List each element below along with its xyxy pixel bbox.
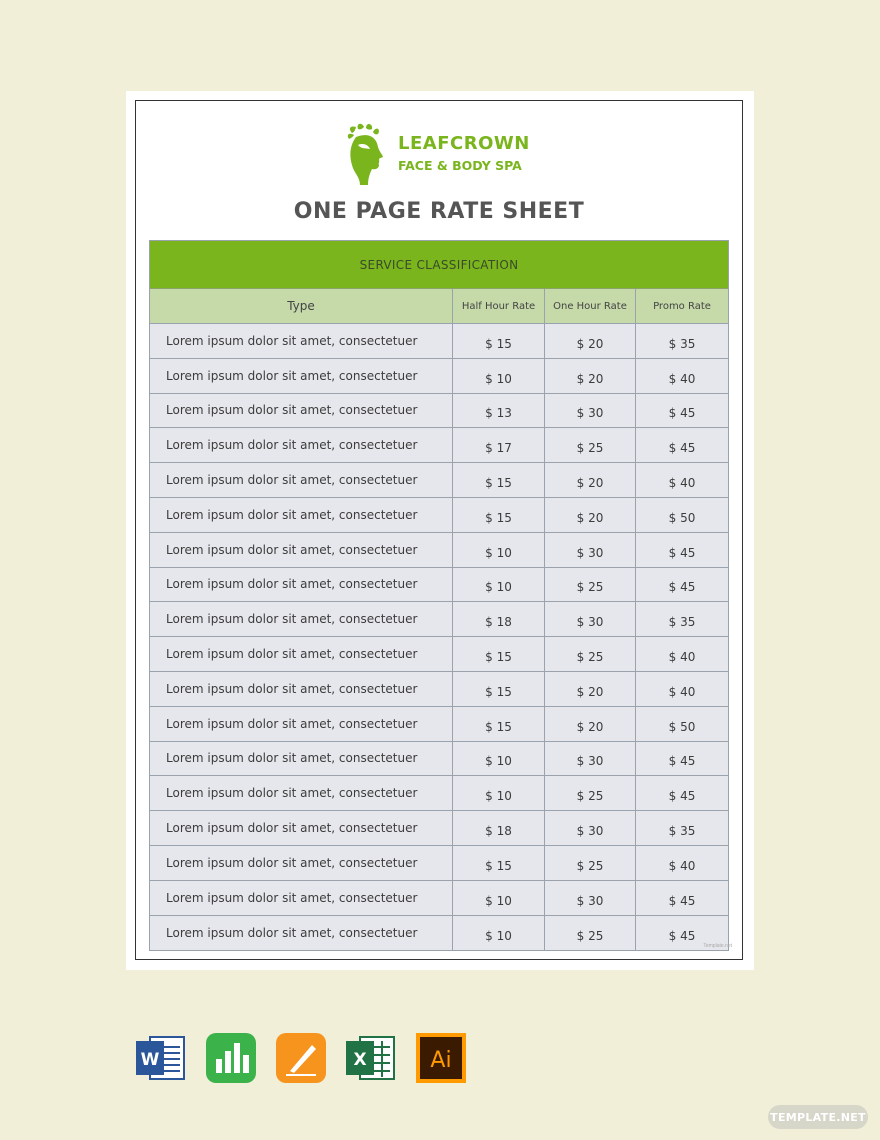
pages-icon[interactable]: [276, 1033, 326, 1083]
one-hour-rate-cell: $ 30: [545, 602, 636, 636]
section-classification-header: SERVICE CLASSIFICATION: [150, 241, 728, 289]
half-hour-rate-cell: $ 15: [453, 672, 545, 706]
illustrator-icon[interactable]: [416, 1033, 466, 1083]
service-type-cell: Lorem ipsum dolor sit amet, consectetuer: [150, 672, 453, 706]
rate-sheet-document: [126, 91, 754, 970]
promo-rate-cell: $ 35: [668, 824, 696, 839]
face-leaf-icon: [346, 123, 390, 189]
one-hour-rate-cell: $ 20: [545, 359, 636, 393]
promo-rate-cell: $ 40: [668, 371, 696, 386]
service-type-cell: Lorem ipsum dolor sit amet, consectetuer: [150, 568, 453, 602]
page-title: ONE PAGE RATE SHEET: [293, 199, 585, 224]
table-row: [150, 637, 728, 672]
service-type-cell: Lorem ipsum dolor sit amet, consectetuer: [150, 916, 453, 951]
one-hour-rate-cell: $ 30: [545, 394, 636, 428]
one-hour-rate-cell: $ 25: [545, 428, 636, 462]
excel-icon-letter: X: [353, 1050, 367, 1070]
promo-rate-cell: $ 40: [668, 858, 696, 873]
table-header-row: [150, 289, 728, 324]
service-type-cell: Lorem ipsum dolor sit amet, consectetuer: [150, 359, 453, 393]
half-hour-rate-cell: $ 15: [453, 637, 545, 671]
half-hour-rate-cell: $ 10: [453, 533, 545, 567]
promo-rate-cell: $ 45: [668, 928, 696, 943]
half-hour-rate-cell: $ 10: [453, 359, 545, 393]
brand-logo: [346, 123, 546, 189]
service-type-cell: Lorem ipsum dolor sit amet, consectetuer: [150, 324, 453, 358]
half-hour-rate-cell: $ 10: [453, 776, 545, 810]
column-header-half-hour-rate: Half Hour Rate: [453, 289, 545, 323]
brand-name: LEAFCROWN: [398, 133, 530, 154]
one-hour-rate-cell: $ 25: [545, 916, 636, 951]
document-border: [135, 100, 743, 960]
table-row: [150, 498, 728, 533]
service-type-cell: Lorem ipsum dolor sit amet, consectetuer: [150, 394, 453, 428]
table-row: [150, 811, 728, 846]
half-hour-rate-cell: $ 15: [453, 463, 545, 497]
promo-rate-cell: $ 45: [668, 580, 696, 595]
promo-rate-cell: $ 40: [668, 650, 696, 665]
service-type-cell: Lorem ipsum dolor sit amet, consectetuer: [150, 498, 453, 532]
table-row: [150, 533, 728, 568]
one-hour-rate-cell: $ 20: [545, 672, 636, 706]
one-hour-rate-cell: $ 25: [545, 637, 636, 671]
table-row: [150, 602, 728, 637]
half-hour-rate-cell: $ 15: [453, 498, 545, 532]
service-type-cell: Lorem ipsum dolor sit amet, consectetuer: [150, 602, 453, 636]
one-hour-rate-cell: $ 20: [545, 498, 636, 532]
half-hour-rate-cell: $ 15: [453, 846, 545, 880]
table-row: [150, 707, 728, 742]
word-icon-letter: W: [140, 1050, 160, 1070]
half-hour-rate-cell: $ 17: [453, 428, 545, 462]
service-type-cell: Lorem ipsum dolor sit amet, consectetuer: [150, 463, 453, 497]
one-hour-rate-cell: $ 25: [545, 568, 636, 602]
service-type-cell: Lorem ipsum dolor sit amet, consectetuer: [150, 707, 453, 741]
half-hour-rate-cell: $ 10: [453, 916, 545, 951]
table-row: [150, 881, 728, 916]
promo-rate-cell: $ 45: [668, 893, 696, 908]
table-row: [150, 568, 728, 603]
table-row: [150, 776, 728, 811]
table-row: [150, 394, 728, 429]
one-hour-rate-cell: $ 30: [545, 533, 636, 567]
service-type-cell: Lorem ipsum dolor sit amet, consectetuer: [150, 533, 453, 567]
promo-rate-cell: $ 50: [668, 510, 696, 525]
one-hour-rate-cell: $ 30: [545, 811, 636, 845]
illustrator-icon-letter: Ai: [430, 1048, 452, 1073]
one-hour-rate-cell: $ 25: [545, 846, 636, 880]
promo-rate-cell: $ 45: [668, 545, 696, 560]
column-header-promo-rate: Promo Rate: [653, 300, 711, 312]
table-row: [150, 916, 728, 951]
one-hour-rate-cell: $ 30: [545, 742, 636, 776]
one-hour-rate-cell: $ 30: [545, 881, 636, 915]
service-type-cell: Lorem ipsum dolor sit amet, consectetuer: [150, 811, 453, 845]
service-type-cell: Lorem ipsum dolor sit amet, consectetuer: [150, 846, 453, 880]
promo-rate-cell: $ 45: [668, 406, 696, 421]
word-icon[interactable]: [136, 1033, 186, 1083]
promo-rate-cell: $ 45: [668, 754, 696, 769]
promo-rate-cell: $ 45: [668, 441, 696, 456]
half-hour-rate-cell: $ 15: [453, 324, 545, 358]
column-header-type: Type: [150, 289, 453, 323]
one-hour-rate-cell: $ 25: [545, 776, 636, 810]
promo-rate-cell: $ 50: [668, 719, 696, 734]
promo-rate-cell: $ 40: [668, 476, 696, 491]
promo-rate-cell: $ 45: [668, 789, 696, 804]
numbers-icon[interactable]: [206, 1033, 256, 1083]
site-badge[interactable]: TEMPLATE.NET: [768, 1105, 868, 1129]
one-hour-rate-cell: $ 20: [545, 707, 636, 741]
one-hour-rate-cell: $ 20: [545, 324, 636, 358]
column-header-one-hour-rate: One Hour Rate: [545, 289, 636, 323]
service-type-cell: Lorem ipsum dolor sit amet, consectetuer: [150, 428, 453, 462]
brand-subtitle: FACE & BODY SPA: [398, 158, 522, 173]
small-watermark: Template.net: [703, 943, 732, 949]
one-hour-rate-cell: $ 20: [545, 463, 636, 497]
table-row: [150, 359, 728, 394]
promo-rate-cell: $ 35: [668, 336, 696, 351]
rate-table: [149, 240, 729, 951]
table-row: [150, 672, 728, 707]
service-type-cell: Lorem ipsum dolor sit amet, consectetuer: [150, 637, 453, 671]
half-hour-rate-cell: $ 15: [453, 707, 545, 741]
service-type-cell: Lorem ipsum dolor sit amet, consectetuer: [150, 881, 453, 915]
table-row: [150, 463, 728, 498]
service-type-cell: Lorem ipsum dolor sit amet, consectetuer: [150, 776, 453, 810]
half-hour-rate-cell: $ 13: [453, 394, 545, 428]
service-type-cell: Lorem ipsum dolor sit amet, consectetuer: [150, 742, 453, 776]
half-hour-rate-cell: $ 10: [453, 742, 545, 776]
table-row: [150, 846, 728, 881]
half-hour-rate-cell: $ 10: [453, 881, 545, 915]
half-hour-rate-cell: $ 10: [453, 568, 545, 602]
table-row: [150, 742, 728, 777]
table-row: [150, 428, 728, 463]
promo-rate-cell: $ 40: [668, 684, 696, 699]
half-hour-rate-cell: $ 18: [453, 811, 545, 845]
excel-icon[interactable]: [346, 1033, 396, 1083]
promo-rate-cell: $ 35: [668, 615, 696, 630]
table-row: [150, 324, 728, 359]
half-hour-rate-cell: $ 18: [453, 602, 545, 636]
table-body: [150, 324, 728, 950]
